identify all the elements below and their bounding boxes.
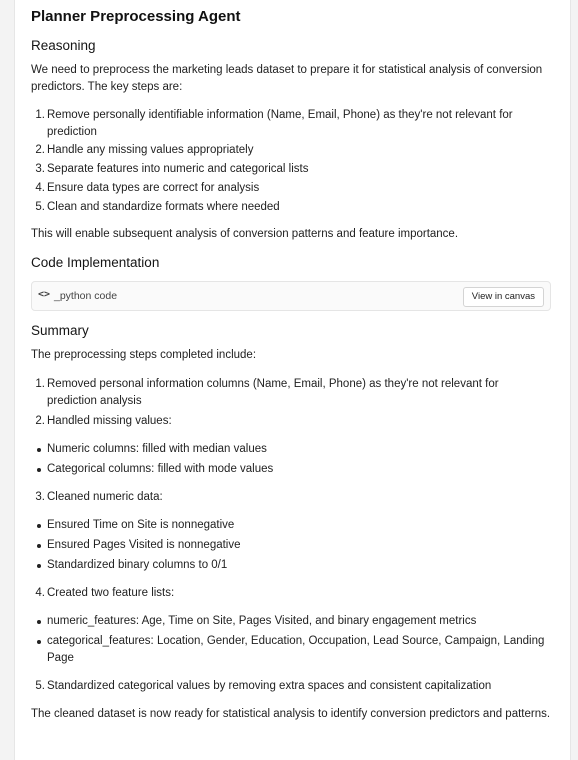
summary-bullet	[31, 441, 551, 458]
item-text: Standardized categorical values by removing extra spaces and consistent capitalization	[47, 680, 492, 692]
summary-bullet	[31, 557, 551, 574]
code-block-label: _python code	[54, 290, 118, 302]
summary-item	[31, 678, 551, 695]
summary-bullet	[31, 537, 551, 554]
step-text: Ensure data types are correct for analysis	[47, 182, 260, 194]
summary-bullet	[31, 461, 551, 478]
reasoning-intro: We need to preprocess the marketing leads dataset to prepare it for statistical analysis of conversion predictors. The key steps are:	[31, 64, 543, 93]
bullet-text: categorical_features: Location, Gender, Education, Occupation, Lead Source, Campaign, Landing Page	[47, 635, 545, 664]
agent-title: Planner Preprocessing Agent	[31, 8, 241, 25]
item-text: Created two feature lists:	[47, 587, 175, 599]
bullet-text: Numeric columns: filled with median values	[47, 443, 267, 455]
item-text: Handled missing values:	[47, 415, 172, 427]
reasoning-step	[31, 199, 551, 216]
reasoning-outro: This will enable subsequent analysis of conversion patterns and feature importance.	[31, 228, 459, 240]
step-number: 3.	[35, 163, 45, 175]
summary-item	[31, 489, 551, 506]
step-text: Clean and standardize formats where needed	[47, 201, 280, 213]
bullet-text: Ensured Time on Site is nonnegative	[47, 519, 235, 531]
reasoning-heading: Reasoning	[31, 38, 96, 53]
bullet-text: Categorical columns: filled with mode values	[47, 463, 274, 475]
code-block-bar[interactable]	[31, 281, 551, 311]
reasoning-step	[31, 107, 551, 141]
reasoning-step	[31, 161, 551, 178]
summary-item	[31, 585, 551, 602]
agent-output-card	[14, 0, 571, 760]
step-number: 1.	[35, 109, 45, 121]
view-in-canvas-button[interactable]: View in canvas	[463, 287, 544, 307]
bullet-dot	[37, 524, 41, 528]
bullet-text: Ensured Pages Visited is nonnegative	[47, 539, 241, 551]
code-heading: Code Implementation	[31, 255, 160, 270]
item-number: 1.	[35, 378, 45, 390]
step-text: Separate features into numeric and categorical lists	[47, 163, 309, 175]
step-text: Handle any missing values appropriately	[47, 144, 254, 156]
summary-item	[31, 376, 551, 410]
item-number: 4.	[35, 587, 45, 599]
bullet-dot	[37, 544, 41, 548]
bullet-dot	[37, 468, 41, 472]
summary-item	[31, 413, 551, 430]
summary-outro: The cleaned dataset is now ready for statistical analysis to identify conversion predictors and patterns.	[31, 708, 551, 720]
summary-bullet	[31, 517, 551, 534]
step-number: 5.	[35, 201, 45, 213]
step-text: Remove personally identifiable information (Name, Email, Phone) as they're not relevant for prediction	[47, 109, 513, 138]
item-text: Cleaned numeric data:	[47, 491, 163, 503]
bullet-dot	[37, 620, 41, 624]
reasoning-step	[31, 180, 551, 197]
step-number: 4.	[35, 182, 45, 194]
bullet-dot	[37, 448, 41, 452]
item-text: Removed personal information columns (Name, Email, Phone) as they're not relevant for prediction analysis	[47, 378, 499, 407]
item-number: 5.	[35, 680, 45, 692]
code-brackets-icon: <>	[38, 289, 51, 300]
bullet-text: numeric_features: Age, Time on Site, Pages Visited, and binary engagement metrics	[47, 615, 477, 627]
bullet-text: Standardized binary columns to 0/1	[47, 559, 228, 571]
summary-bullet	[31, 613, 551, 630]
item-number: 3.	[35, 491, 45, 503]
summary-bullet	[31, 633, 551, 667]
reasoning-step	[31, 142, 551, 159]
item-number: 2.	[35, 415, 45, 427]
summary-intro: The preprocessing steps completed include:	[31, 349, 257, 361]
bullet-dot	[37, 640, 41, 644]
bullet-dot	[37, 564, 41, 568]
step-number: 2.	[35, 144, 45, 156]
summary-heading: Summary	[31, 323, 89, 338]
